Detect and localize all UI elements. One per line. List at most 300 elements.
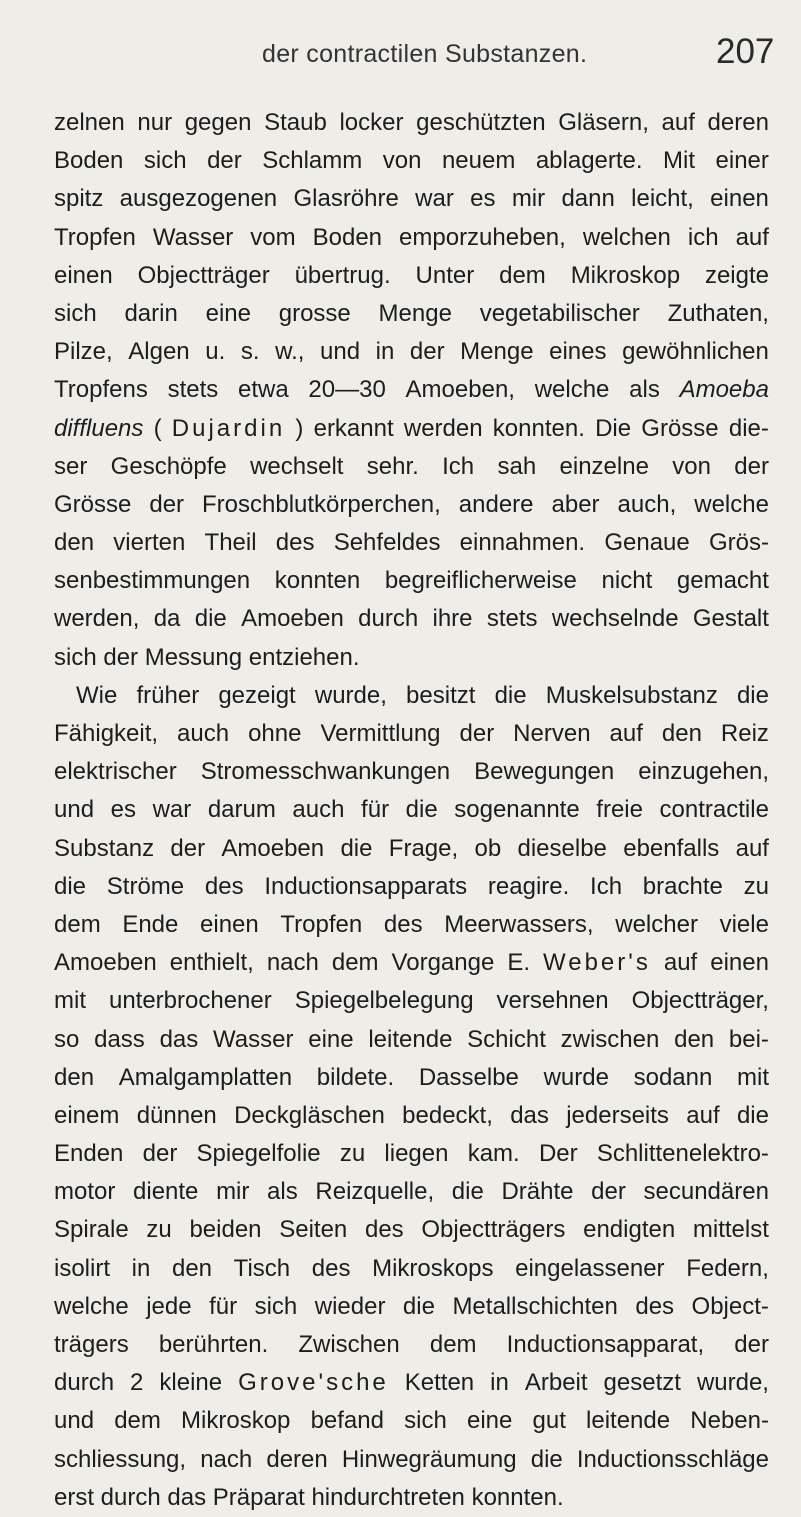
word: und (54, 796, 95, 824)
word: nach (266, 949, 319, 977)
word: ohne (248, 720, 302, 747)
word: Inductionsschläge (576, 1445, 769, 1473)
word: Tropfen (54, 223, 136, 251)
word: Zuthaten, (667, 299, 769, 327)
word: gegen (184, 109, 252, 136)
word: Geschöpfe (110, 452, 227, 480)
text-line (54, 486, 769, 524)
word: des (275, 529, 315, 557)
word: das (510, 1101, 549, 1129)
word: Amoeben, (405, 376, 515, 404)
word: Gläsern, (558, 109, 649, 136)
word: Staub (264, 109, 327, 136)
word: auf (686, 1101, 720, 1129)
word: gesetzt (603, 1369, 681, 1397)
word: den (171, 1254, 213, 1282)
word: erkannt (313, 414, 394, 442)
word: freie (596, 796, 643, 824)
word: auch (292, 796, 345, 824)
word: Der (538, 1140, 578, 1168)
word: einzelne (559, 452, 649, 480)
word: und (54, 1407, 95, 1435)
word: Metallschichten (452, 1292, 618, 1320)
word: durch (358, 605, 419, 633)
text-line (54, 639, 769, 677)
word: nach (200, 1445, 253, 1473)
word: motor (54, 1178, 116, 1206)
word: Genaue (604, 529, 690, 557)
word: auch, (617, 490, 677, 518)
word: neuem (441, 147, 516, 175)
page-header (0, 32, 801, 86)
word: die (340, 834, 373, 862)
word: konnten (274, 567, 361, 595)
word: Ende (122, 910, 179, 938)
word: von (672, 452, 711, 480)
text-line (54, 448, 769, 486)
word: zu (743, 872, 769, 900)
text-line (54, 1326, 769, 1364)
word: Algen (128, 338, 190, 366)
word: endigten (583, 1216, 676, 1244)
text-line (54, 944, 769, 982)
word: Enden (54, 1140, 124, 1168)
italic-term: Amoeba (679, 376, 769, 404)
text-line (54, 715, 769, 753)
text-line (54, 142, 769, 180)
word: sogenannte (454, 796, 580, 824)
word: Inductionsapparats (264, 872, 468, 900)
word: es (110, 796, 136, 824)
word: einen (54, 261, 113, 289)
word: Boden (54, 147, 124, 175)
word: aber (551, 490, 600, 518)
word: locker (339, 109, 404, 136)
word: welchen (582, 223, 671, 251)
text-line (54, 753, 769, 791)
word: des (364, 1216, 404, 1244)
word: 2 (130, 1369, 144, 1397)
word: einnahmen. (459, 529, 586, 557)
text-line (54, 1250, 769, 1288)
word: des (311, 1254, 351, 1282)
word: wieder (314, 1292, 386, 1320)
text-line (54, 1097, 769, 1135)
word: Ich (442, 452, 475, 480)
text-segment: erst durch das Präparat hindurchtreten konnten. (54, 1483, 564, 1511)
text-line (54, 868, 769, 906)
word: eine (466, 1407, 513, 1435)
word: beiden (189, 1216, 262, 1244)
word: stets (486, 605, 538, 633)
word: Schlamm (262, 147, 363, 175)
word: s. (240, 338, 260, 366)
word: Substanz (54, 834, 155, 862)
word: dünnen (136, 1101, 217, 1129)
text-segment: ( (153, 414, 162, 442)
word: welcher (615, 910, 698, 938)
word: berührten. (158, 1331, 269, 1358)
spaced-name: Weber's (543, 949, 651, 977)
word: ob (474, 834, 502, 862)
word: Menge (460, 338, 534, 366)
word: die (736, 681, 769, 709)
word: darum (207, 796, 276, 824)
word: deren (266, 1445, 328, 1473)
word: darin (124, 299, 178, 327)
word: Pilze, (54, 338, 113, 366)
text-line (54, 295, 769, 333)
word: Ströme (106, 872, 185, 900)
word: grosse (278, 299, 351, 327)
text-line (54, 562, 769, 600)
word: der (409, 338, 445, 366)
word: Reiz (720, 720, 769, 747)
word: leitende (368, 1025, 453, 1053)
word: Nerven (513, 720, 591, 747)
word: gemacht (676, 567, 769, 595)
word: die (402, 1292, 435, 1320)
word: Wasser (213, 1025, 294, 1053)
word: von (382, 147, 422, 175)
word: 20—30 (308, 376, 386, 404)
word: die (405, 796, 438, 824)
word: dann (561, 185, 615, 213)
running-head: der contractilen Substanzen. (262, 40, 588, 68)
word: zu (339, 1140, 366, 1168)
word: Gestalt (692, 605, 769, 633)
word: Bewegungen (474, 758, 615, 786)
word: eine (308, 1025, 354, 1053)
word: für (361, 796, 390, 824)
word: mir (511, 185, 546, 213)
word: wurde (543, 1063, 609, 1091)
word: es (470, 185, 496, 213)
word: den (674, 1025, 715, 1053)
word: isolirt (54, 1254, 111, 1282)
word: die (451, 1178, 484, 1206)
word: welche (534, 376, 610, 404)
word: Seiten (279, 1216, 348, 1244)
word: in (490, 1369, 509, 1397)
word: ausgezogenen (119, 185, 278, 213)
word: einen (710, 949, 769, 977)
word: secundären (643, 1178, 769, 1206)
text-line (54, 219, 769, 257)
word: Tropfen (280, 910, 363, 938)
word: Amalgamplatten (118, 1063, 293, 1091)
word: Glasröhre (293, 185, 399, 213)
word: des (204, 872, 244, 900)
word: die (194, 605, 227, 633)
word: da (153, 605, 181, 633)
word: einen (710, 185, 769, 213)
word: liegen (384, 1140, 449, 1168)
word: contractile (659, 796, 769, 824)
word: vegetabilischer (479, 299, 640, 327)
word: gut (532, 1407, 566, 1435)
word: viele (719, 910, 769, 938)
word: und (320, 338, 361, 366)
word: zu (146, 1216, 172, 1244)
text-line (54, 1135, 769, 1173)
body-text (54, 104, 769, 1517)
word: Deckgläschen (234, 1101, 385, 1129)
word: den (54, 1063, 95, 1091)
word: Froschblutkörperchen, (202, 490, 441, 518)
spaced-name: Grove'sche (238, 1369, 389, 1397)
word: sich (143, 147, 187, 175)
word: Federn, (686, 1254, 769, 1282)
word: u. (205, 338, 226, 366)
word: wurde, (696, 1369, 769, 1397)
word: sehr. (366, 452, 419, 480)
word: Ich (590, 872, 623, 900)
word: Amoeben (54, 949, 157, 977)
word: leicht, (631, 185, 694, 213)
word: Grösse (54, 490, 132, 518)
word: ich (687, 223, 719, 251)
word: Meerwassers, (444, 910, 594, 938)
word: einen (200, 910, 259, 938)
word: ablagerte. (535, 147, 643, 175)
word: Tisch (233, 1254, 291, 1282)
word: einer (715, 147, 769, 175)
word: das (159, 1025, 199, 1053)
word: Ketten (404, 1369, 475, 1397)
word: wechselt (250, 452, 344, 480)
word: Spirale (54, 1216, 129, 1244)
word: E. (507, 949, 530, 977)
word: war (152, 796, 192, 824)
word: Mit (663, 147, 696, 175)
word: welche (54, 1292, 129, 1320)
word: besitzt (406, 681, 476, 709)
word: der (142, 1140, 178, 1168)
word: vierten (113, 529, 186, 557)
text-line (54, 257, 769, 295)
word: die (530, 1445, 563, 1473)
word: ) (295, 414, 304, 442)
word: Die (595, 414, 632, 442)
word: w., (275, 338, 305, 366)
word: nur (137, 109, 173, 136)
word: so (54, 1025, 80, 1053)
word: Zwischen (298, 1331, 400, 1358)
word: Tropfens (54, 376, 148, 404)
word: war (415, 185, 454, 213)
text-line (54, 180, 769, 218)
text-line (54, 600, 769, 638)
word: der (149, 490, 185, 518)
word: nicht (601, 567, 653, 595)
word: konnten. (492, 414, 585, 442)
text-line (54, 104, 769, 142)
word: die- (728, 414, 769, 442)
text-line (54, 1021, 769, 1059)
word: mit (737, 1063, 769, 1091)
word: mit (54, 987, 86, 1015)
word: auf (663, 949, 698, 977)
word: enthielt, (169, 949, 254, 977)
word: senbestimmungen (54, 567, 251, 595)
word: sich (54, 299, 97, 327)
word: jede (146, 1292, 192, 1320)
word: als (267, 1178, 298, 1206)
word: auch (177, 720, 230, 747)
word: Amoeben (241, 605, 344, 633)
word: Spiegelbelegung (294, 987, 474, 1015)
word: die (736, 1101, 769, 1129)
word: emporzuheben, (399, 223, 566, 251)
word: etwa (237, 376, 289, 404)
word: Mikroskop (570, 261, 681, 289)
word: dem (114, 1407, 161, 1435)
text-line (54, 906, 769, 944)
text-line (54, 1211, 769, 1249)
word: des (383, 910, 423, 938)
word: Stromesschwankungen (200, 758, 451, 786)
word: dem (429, 1331, 477, 1358)
word: versehnen (496, 987, 609, 1015)
word: des (635, 1292, 675, 1320)
word: durch (54, 1369, 115, 1397)
word: sich (254, 1292, 298, 1320)
word: Mikroskops (372, 1254, 494, 1282)
text-line (54, 982, 769, 1020)
word: sodann (633, 1063, 713, 1091)
word: mittelst (692, 1216, 769, 1244)
word: der (207, 147, 242, 175)
word: einem (54, 1101, 120, 1129)
word: wurde, (314, 681, 387, 709)
word: deren (707, 109, 769, 136)
word: ihre (432, 605, 473, 633)
word: Schlittenelektro- (596, 1140, 769, 1168)
word: der (591, 1178, 626, 1206)
word: die (494, 681, 527, 709)
word: ser (54, 452, 88, 480)
word: eines (549, 338, 607, 366)
word: in (375, 338, 395, 366)
word: die (54, 872, 87, 900)
word: Objectträgers (421, 1216, 566, 1244)
word: bedeckt, (402, 1101, 493, 1129)
word: Spiegelfolie (196, 1140, 321, 1168)
word: trägers (54, 1331, 129, 1358)
word: spitz (54, 185, 104, 213)
word: welche (694, 490, 769, 518)
word: zelnen (54, 109, 125, 136)
word: der (459, 720, 495, 747)
word: gewöhnlichen (622, 338, 769, 366)
word: Muskelsubstanz (545, 681, 718, 709)
text-line (54, 1288, 769, 1326)
word: der (734, 1331, 769, 1358)
text-line (54, 1059, 769, 1097)
word: Amoeben (221, 834, 325, 862)
word: Dasselbe (418, 1063, 519, 1091)
word: Sehfeldes (333, 529, 441, 557)
italic-term: diffluens (54, 414, 144, 442)
word: befand (310, 1407, 384, 1435)
word: bildete. (316, 1063, 395, 1091)
word: schliessung, (54, 1445, 187, 1473)
word: Objectträger (137, 261, 270, 289)
text-line (54, 1479, 769, 1517)
word: unterbrochener (108, 987, 272, 1015)
word: brachte (642, 872, 723, 900)
word: diente (133, 1178, 199, 1206)
text-line (54, 410, 769, 448)
word: dem (54, 910, 101, 938)
word: vom (250, 223, 296, 251)
text-line (54, 333, 769, 371)
text-line (54, 1364, 769, 1402)
word: Fähigkeit, (54, 720, 159, 747)
word: bei- (728, 1025, 769, 1053)
word: zeigte (704, 261, 769, 289)
word: Theil (204, 529, 257, 557)
word: auf (609, 720, 643, 747)
word: Grös- (708, 529, 769, 557)
word: Schicht (467, 1025, 546, 1053)
word: Unter (415, 261, 475, 289)
word: Object- (691, 1292, 769, 1320)
word: den (54, 529, 95, 557)
word: dem (499, 261, 546, 289)
word: der (734, 452, 769, 480)
word: Neben- (690, 1407, 769, 1435)
word: auf (735, 223, 769, 251)
page-number: 207 (716, 32, 775, 71)
word: auf (661, 109, 695, 136)
word: dass (94, 1025, 145, 1053)
word: Mikroskop (181, 1407, 291, 1435)
word: werden, (54, 605, 140, 633)
text-line (54, 830, 769, 868)
word: elektrischer (54, 758, 177, 786)
word: wechselnde (551, 605, 679, 633)
word: als (629, 376, 660, 404)
word: dieselbe (517, 834, 607, 862)
word: gezeigt (218, 681, 296, 709)
word: Hinwegräumung (341, 1445, 517, 1473)
word: geschützten (416, 109, 546, 136)
word: der (170, 834, 206, 862)
text-segment: sich der Messung entziehen. (54, 643, 360, 671)
word: andere (458, 490, 534, 518)
word: Vermittlung (320, 720, 441, 747)
word: Wasser (152, 223, 234, 251)
word: Drähte (501, 1178, 574, 1206)
word: Wie (76, 681, 118, 709)
word: Grösse (641, 414, 719, 442)
word: begreiflicherweise (384, 567, 577, 595)
word: Reizquelle, (315, 1178, 435, 1206)
text-line (54, 1173, 769, 1211)
word: Vorgange (391, 949, 495, 977)
word: Boden (312, 223, 383, 251)
word: sich (404, 1407, 447, 1435)
word: kleine (159, 1369, 223, 1397)
word: für (209, 1292, 238, 1320)
word: Arbeit (524, 1369, 588, 1397)
word: übertrug. (294, 261, 391, 289)
word: Frage, (388, 834, 459, 862)
text-line (54, 371, 769, 409)
word: auf (735, 834, 769, 862)
